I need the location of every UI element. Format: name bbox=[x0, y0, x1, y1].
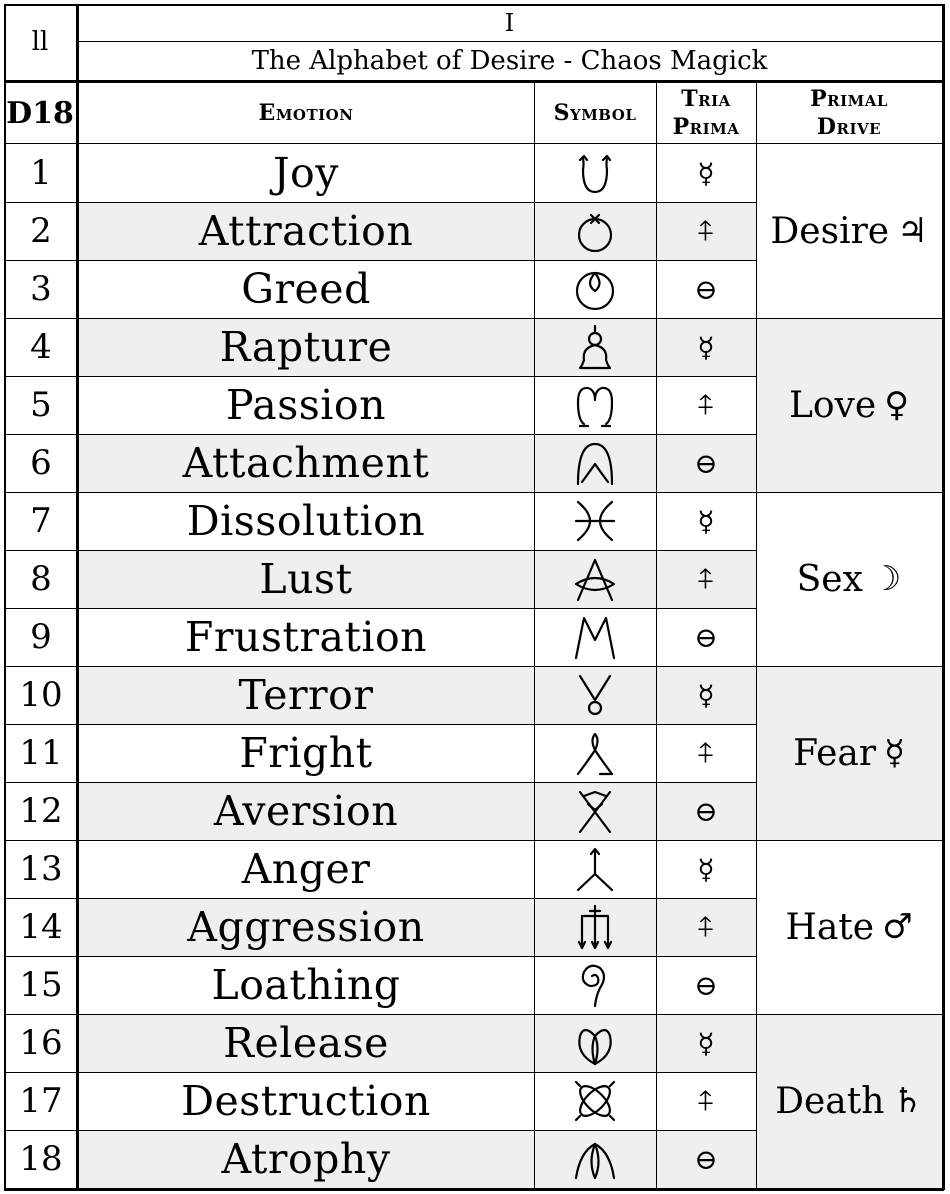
frustration-glyph-icon bbox=[534, 608, 656, 666]
primal-drive-cell bbox=[756, 318, 942, 492]
drive-header-line-1: Primal bbox=[810, 86, 888, 112]
primal-drive-cell bbox=[756, 1014, 942, 1188]
tria-prima-glyph: ⍏ bbox=[697, 736, 715, 769]
symbol-header: Symbol bbox=[553, 100, 637, 126]
drive-name: Death bbox=[775, 1080, 885, 1122]
emotion-name: Lust bbox=[259, 555, 353, 603]
header-divider bbox=[4, 80, 942, 83]
sigil-icon bbox=[570, 554, 620, 604]
emotion-name: Aversion bbox=[213, 787, 399, 835]
emotion-name: Attraction bbox=[198, 207, 414, 255]
row-divider bbox=[4, 898, 756, 899]
emotion-name: Anger bbox=[241, 845, 371, 893]
header-bottom bbox=[4, 143, 942, 144]
row-divider bbox=[4, 840, 756, 841]
sigil-icon bbox=[570, 844, 620, 894]
sigil-icon bbox=[570, 1018, 620, 1068]
emotion-name: Aggression bbox=[187, 903, 425, 951]
frame-right bbox=[942, 4, 945, 1190]
sigil-icon bbox=[570, 1134, 620, 1184]
row-number: 8 bbox=[30, 559, 52, 599]
tria-prima-header bbox=[656, 82, 756, 144]
drive-divider bbox=[756, 1014, 942, 1015]
primal-drive-cell bbox=[756, 492, 942, 666]
tria-prima-glyph: ☿ bbox=[697, 1026, 715, 1060]
tria-header-line-2: Prima bbox=[672, 114, 740, 140]
row-number: 7 bbox=[30, 501, 52, 541]
sigil-icon bbox=[570, 438, 620, 488]
emotion-name: Frustration bbox=[184, 613, 428, 661]
sigil-icon bbox=[570, 1076, 620, 1126]
row-divider bbox=[4, 1014, 756, 1015]
row-number: 16 bbox=[19, 1023, 63, 1063]
row-divider bbox=[4, 260, 756, 261]
emotion-name: Loathing bbox=[211, 961, 401, 1009]
emotion-name: Rapture bbox=[219, 323, 393, 371]
emotion-name: Joy bbox=[273, 149, 339, 197]
row-divider bbox=[4, 608, 756, 609]
sigil-icon bbox=[570, 148, 620, 198]
tria-prima-glyph: ☿ bbox=[697, 330, 715, 364]
planet-glyph-icon: ♂ bbox=[882, 907, 913, 947]
sigil-icon bbox=[570, 322, 620, 372]
row-divider bbox=[4, 550, 756, 551]
emotion-name: Release bbox=[223, 1019, 389, 1067]
emotion-name: Destruction bbox=[181, 1077, 431, 1125]
primal-drive-header bbox=[756, 82, 942, 144]
drive-divider bbox=[756, 492, 942, 493]
fright-glyph-icon bbox=[534, 724, 656, 782]
frame-left bbox=[4, 4, 6, 1190]
drive-name: Sex bbox=[796, 558, 863, 600]
planet-glyph-icon: ♄ bbox=[892, 1081, 923, 1121]
row-number: 17 bbox=[19, 1081, 63, 1121]
primal-drive-cell bbox=[756, 666, 942, 840]
title-divider bbox=[78, 41, 942, 42]
row-number: 15 bbox=[19, 965, 63, 1005]
corner-top-label: ll bbox=[31, 27, 49, 57]
aggression-glyph-icon bbox=[534, 898, 656, 956]
planet-glyph-icon: ☿ bbox=[884, 733, 905, 773]
row-divider bbox=[4, 956, 756, 957]
row-divider bbox=[4, 782, 756, 783]
planet-glyph-icon: ♃ bbox=[897, 211, 928, 251]
emotion-name: Fright bbox=[239, 729, 373, 777]
tria-prima-glyph: ☿ bbox=[697, 678, 715, 712]
drive-name: Desire bbox=[770, 210, 890, 252]
lust-glyph-icon bbox=[534, 550, 656, 608]
emotion-name: Passion bbox=[226, 381, 386, 429]
sigil-icon bbox=[570, 264, 620, 314]
tria-header-line-1: Tria bbox=[681, 86, 731, 112]
destruction-glyph-icon bbox=[534, 1072, 656, 1130]
anger-glyph-icon bbox=[534, 840, 656, 898]
sigil-icon bbox=[570, 380, 620, 430]
drive-name: Love bbox=[788, 384, 877, 426]
row-divider bbox=[4, 492, 756, 493]
sigil-icon bbox=[570, 206, 620, 256]
page-title: The Alphabet of Desire - Chaos Magick bbox=[251, 46, 768, 76]
row-number: 10 bbox=[19, 675, 63, 715]
drive-divider bbox=[756, 840, 942, 841]
row-number: 14 bbox=[19, 907, 63, 947]
tria-prima-glyph: ☿ bbox=[697, 504, 715, 538]
tria-prima-glyph: ⍏ bbox=[697, 214, 715, 247]
loathing-glyph-icon bbox=[534, 956, 656, 1014]
drive-header-line-2: Drive bbox=[816, 114, 882, 140]
tria-column-divider bbox=[756, 82, 757, 1188]
emotion-name: Greed bbox=[241, 265, 371, 313]
passion-glyph-icon bbox=[534, 376, 656, 434]
tria-prima-glyph: ⍏ bbox=[697, 910, 715, 943]
tria-prima-glyph: ⊖ bbox=[694, 968, 718, 1002]
tria-prima-glyph: ⍏ bbox=[697, 388, 715, 421]
emotion-header: Emotion bbox=[258, 100, 354, 126]
row-divider bbox=[4, 202, 756, 203]
drive-name: Hate bbox=[785, 906, 875, 948]
planet-glyph-icon: ☽ bbox=[870, 559, 902, 599]
row-number: 5 bbox=[30, 385, 52, 425]
row-number: 3 bbox=[30, 269, 52, 309]
column-roman-label: I bbox=[504, 9, 515, 37]
sigil-icon bbox=[570, 786, 620, 836]
index-column-divider bbox=[76, 4, 79, 1190]
emotion-column-divider bbox=[534, 82, 535, 1188]
attraction-glyph-icon bbox=[534, 202, 656, 260]
sigil-icon bbox=[570, 496, 620, 546]
row-number: 4 bbox=[30, 327, 52, 367]
row-divider bbox=[4, 1072, 756, 1073]
row-number: 6 bbox=[30, 443, 52, 483]
index-header: D18 bbox=[6, 95, 74, 131]
row-divider bbox=[4, 434, 756, 435]
emotion-name: Dissolution bbox=[186, 497, 426, 545]
tria-prima-glyph: ⊖ bbox=[694, 794, 718, 828]
row-divider bbox=[4, 724, 756, 725]
row-divider bbox=[4, 376, 756, 377]
planet-glyph-icon: ♀ bbox=[884, 385, 910, 425]
greed-glyph-icon bbox=[534, 260, 656, 318]
row-divider bbox=[4, 666, 756, 667]
drive-divider bbox=[756, 666, 942, 667]
sigil-icon bbox=[570, 902, 620, 952]
emotion-name: Terror bbox=[238, 671, 374, 719]
row-number: 13 bbox=[19, 849, 63, 889]
tria-prima-glyph: ⍏ bbox=[697, 562, 715, 595]
row-number: 18 bbox=[19, 1139, 63, 1179]
sigil-icon bbox=[570, 960, 620, 1010]
row-number: 1 bbox=[30, 153, 52, 193]
symbol-column-divider bbox=[656, 82, 657, 1188]
release-glyph-icon bbox=[534, 1014, 656, 1072]
primal-drive-cell bbox=[756, 840, 942, 1014]
row-number: 11 bbox=[19, 733, 63, 773]
atrophy-glyph-icon bbox=[534, 1130, 656, 1188]
frame-bottom bbox=[4, 1188, 944, 1191]
emotion-name: Atrophy bbox=[221, 1135, 391, 1183]
attachment-glyph-icon bbox=[534, 434, 656, 492]
sigil-icon bbox=[570, 612, 620, 662]
terror-glyph-icon bbox=[534, 666, 656, 724]
row-divider bbox=[4, 1130, 756, 1131]
sigil-icon bbox=[570, 670, 620, 720]
tria-prima-glyph: ⍏ bbox=[697, 1084, 715, 1117]
rapture-glyph-icon bbox=[534, 318, 656, 376]
row-number: 9 bbox=[30, 617, 52, 657]
drive-divider bbox=[756, 318, 942, 319]
sigil-icon bbox=[570, 728, 620, 778]
joy-glyph-icon bbox=[534, 144, 656, 202]
aversion-glyph-icon bbox=[534, 782, 656, 840]
frame-top bbox=[4, 4, 942, 6]
tria-prima-glyph: ⊖ bbox=[694, 1142, 718, 1176]
tria-prima-glyph: ⊖ bbox=[694, 272, 718, 306]
row-number: 12 bbox=[19, 791, 63, 831]
tria-prima-glyph: ⊖ bbox=[694, 620, 718, 654]
emotion-name: Attachment bbox=[182, 439, 430, 487]
tria-prima-glyph: ⊖ bbox=[694, 446, 718, 480]
dissolution-glyph-icon bbox=[534, 492, 656, 550]
tria-prima-glyph: ☿ bbox=[697, 852, 715, 886]
drive-name: Fear bbox=[793, 732, 877, 774]
tria-prima-glyph: ☿ bbox=[697, 156, 715, 190]
row-number: 2 bbox=[30, 211, 52, 251]
row-divider bbox=[4, 318, 756, 319]
primal-drive-cell bbox=[756, 144, 942, 318]
